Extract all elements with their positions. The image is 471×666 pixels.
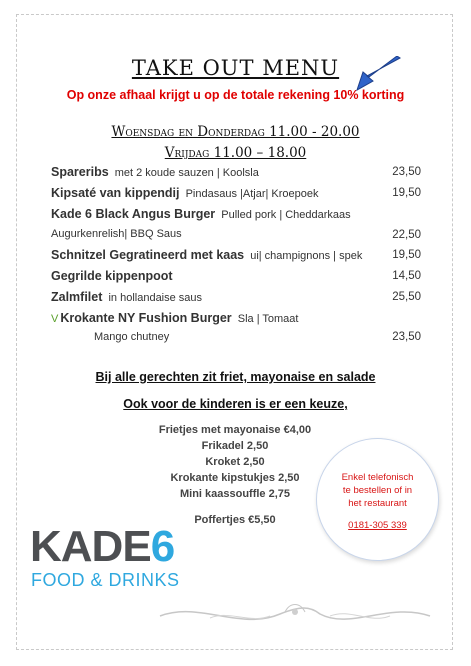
menu-item xyxy=(51,269,421,289)
menu-item-price: 23,50 xyxy=(392,331,421,343)
kids-menu-item: Kroket 2,50 xyxy=(205,456,265,468)
menu-item-price: 22,50 xyxy=(392,229,421,241)
kids-menu-item: Krokante kipstukjes 2,50 xyxy=(170,472,300,484)
opening-days-line2: Vrijdag 11.00 – 18.00 xyxy=(164,145,307,161)
contact-text xyxy=(317,471,438,510)
kids-title: Ook voor de kinderen is er een keuze, xyxy=(123,397,348,411)
menu-item-name: Gegrilde kippenpoot xyxy=(51,269,173,283)
contact-circle xyxy=(316,438,439,561)
contact-phone-link[interactable]: 0181-305 339 xyxy=(348,520,407,531)
fries-note: Bij alle gerechten zit friet, mayonaise en salade xyxy=(95,370,376,384)
kids-menu-item: Frikadel 2,50 xyxy=(201,440,269,452)
logo-subtitle: FOOD & DRINKS xyxy=(31,570,180,590)
menu-item-desc: met 2 koude sauzen | Koolsla xyxy=(114,167,259,179)
menu-item-name: Kipsaté van kippendij xyxy=(51,186,180,200)
menu-item-desc: Augurkenrelish| BBQ Saus xyxy=(51,228,182,240)
kids-menu-item: Mini kaassouffle 2,75 xyxy=(179,488,291,500)
logo xyxy=(30,522,175,571)
menu-item-desc: Sla | Tomaat xyxy=(237,313,299,325)
kids-menu-item: Frietjes met mayonaise €4,00 xyxy=(158,424,312,436)
menu-title: TAKE OUT MENU xyxy=(131,56,340,80)
arrow-icon xyxy=(353,56,401,92)
menu-item-name: Kade 6 Black Angus Burger xyxy=(51,207,216,221)
menu-item-desc: in hollandaise saus xyxy=(108,292,203,304)
menu-item xyxy=(51,186,421,206)
logo-text: KADE xyxy=(30,522,151,571)
menu-item-continued xyxy=(51,228,421,248)
menu-item-price: 19,50 xyxy=(392,249,421,261)
menu-item-continued-desc: Mango chutney xyxy=(94,331,170,343)
menu-item-name: Krokante NY Fushion Burger xyxy=(60,311,232,325)
discount-notice: Op onze afhaal krijgt u op de totale rekening 10% korting xyxy=(66,88,405,102)
menu-item xyxy=(51,311,421,331)
menu-item-name: Schnitzel Gegratineerd met kaas xyxy=(51,248,245,262)
contact-line: te bestellen of in xyxy=(342,485,413,496)
menu-item-name: Zalmfilet xyxy=(51,290,103,304)
menu-item-desc: Pindasaus |Atjar| Kroepoek xyxy=(185,188,319,200)
menu-item-price: 25,50 xyxy=(392,291,421,303)
dessert-item: Poffertjes €5,50 xyxy=(194,514,276,526)
leaf-icon: V xyxy=(51,313,59,325)
contact-line: het restaurant xyxy=(348,498,407,509)
menu-item-desc: Pulled pork | Cheddarkaas xyxy=(221,209,351,221)
menu-item xyxy=(51,290,421,310)
ornament-flourish-icon xyxy=(150,596,440,632)
logo-number: 6 xyxy=(150,522,175,571)
menu-item xyxy=(51,207,421,227)
menu-item-name: Spareribs xyxy=(51,165,109,179)
menu-item-desc: ui| champignons | spek xyxy=(250,250,363,262)
menu-item xyxy=(51,248,421,268)
opening-days-line1: Woensdag en Donderdag 11.00 - 20.00 xyxy=(111,124,360,140)
menu-item-price: 19,50 xyxy=(392,187,421,199)
menu-item xyxy=(51,165,421,185)
kids-menu xyxy=(140,422,330,502)
menu-item-price: 14,50 xyxy=(392,270,421,282)
contact-line: Enkel telefonisch xyxy=(341,472,414,483)
menu-item-price: 23,50 xyxy=(392,166,421,178)
